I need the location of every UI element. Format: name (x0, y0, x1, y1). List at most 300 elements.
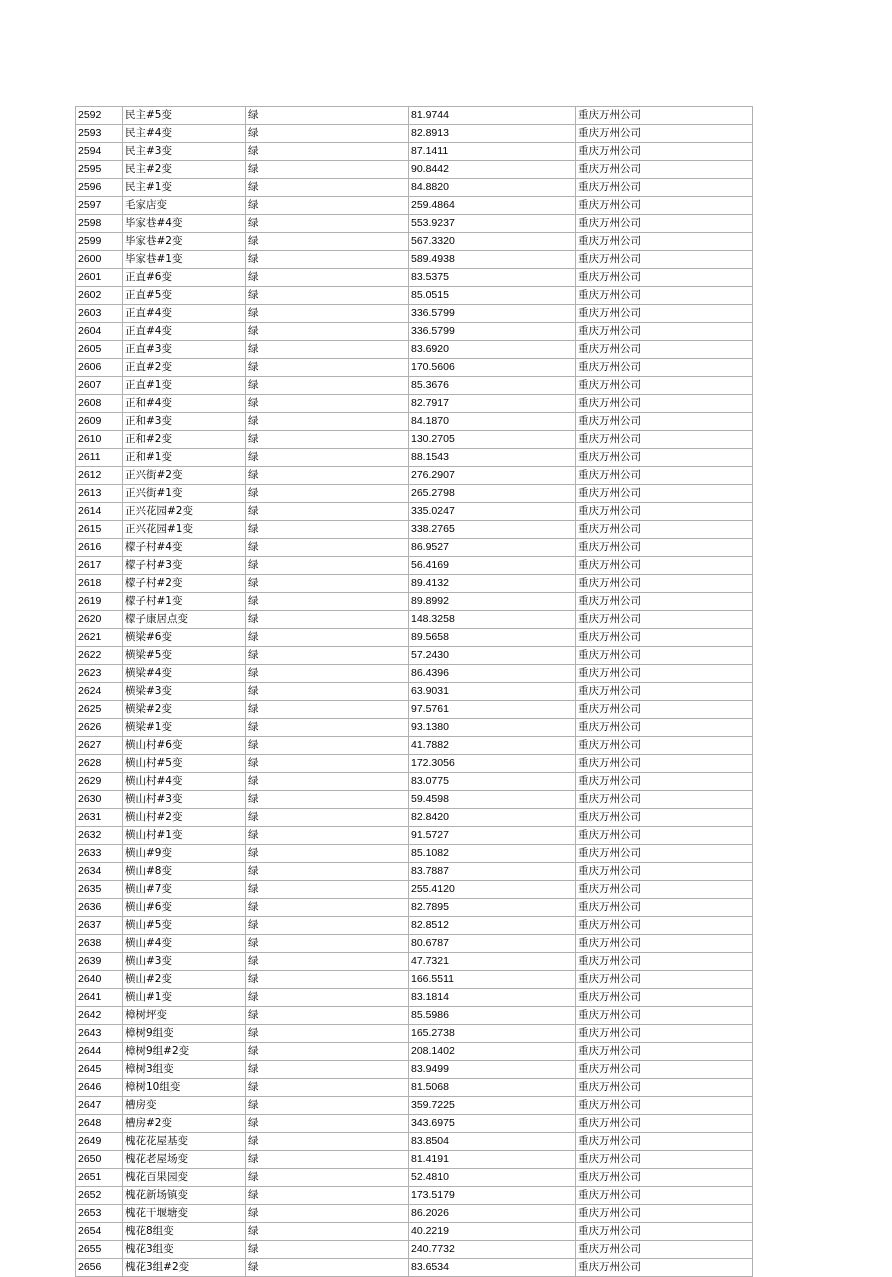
cell-id: 2652 (76, 1187, 123, 1205)
cell-value: 84.8820 (409, 179, 576, 197)
cell-name: 正直#6变 (123, 269, 246, 287)
cell-company: 重庆万州公司 (576, 971, 753, 989)
cell-color: 绿 (246, 647, 409, 665)
cell-value: 165.2738 (409, 1025, 576, 1043)
cell-value: 88.1543 (409, 449, 576, 467)
cell-color: 绿 (246, 755, 409, 773)
cell-value: 85.3676 (409, 377, 576, 395)
cell-company: 重庆万州公司 (576, 395, 753, 413)
cell-color: 绿 (246, 935, 409, 953)
cell-name: 正和#4变 (123, 395, 246, 413)
cell-name: 横梁#3变 (123, 683, 246, 701)
table-row (76, 773, 753, 791)
table-row (76, 737, 753, 755)
cell-value: 567.3320 (409, 233, 576, 251)
table-row (76, 701, 753, 719)
table-row (76, 719, 753, 737)
cell-value: 359.7225 (409, 1097, 576, 1115)
cell-name: 民主#1变 (123, 179, 246, 197)
cell-company: 重庆万州公司 (576, 305, 753, 323)
cell-color: 绿 (246, 773, 409, 791)
cell-color: 绿 (246, 269, 409, 287)
cell-name: 樟树3组变 (123, 1061, 246, 1079)
cell-id: 2593 (76, 125, 123, 143)
cell-company: 重庆万州公司 (576, 1151, 753, 1169)
cell-id: 2636 (76, 899, 123, 917)
cell-value: 47.7321 (409, 953, 576, 971)
cell-id: 2599 (76, 233, 123, 251)
table-row (76, 1133, 753, 1151)
cell-company: 重庆万州公司 (576, 1115, 753, 1133)
cell-color: 绿 (246, 395, 409, 413)
cell-value: 91.5727 (409, 827, 576, 845)
cell-name: 毕家巷#1变 (123, 251, 246, 269)
cell-name: 正兴街#1变 (123, 485, 246, 503)
cell-name: 民主#3变 (123, 143, 246, 161)
cell-name: 横山村#5变 (123, 755, 246, 773)
cell-value: 336.5799 (409, 305, 576, 323)
cell-name: 槽房变 (123, 1097, 246, 1115)
table-row (76, 1115, 753, 1133)
cell-name: 横山#5变 (123, 917, 246, 935)
cell-value: 97.5761 (409, 701, 576, 719)
cell-id: 2642 (76, 1007, 123, 1025)
cell-company: 重庆万州公司 (576, 791, 753, 809)
cell-color: 绿 (246, 665, 409, 683)
cell-company: 重庆万州公司 (576, 485, 753, 503)
table-row (76, 377, 753, 395)
cell-name: 槐花新场镇变 (123, 1187, 246, 1205)
cell-value: 82.8913 (409, 125, 576, 143)
cell-name: 正兴花园#1变 (123, 521, 246, 539)
cell-name: 槽房#2变 (123, 1115, 246, 1133)
cell-name: 檬子村#4变 (123, 539, 246, 557)
cell-company: 重庆万州公司 (576, 161, 753, 179)
table-row (76, 1151, 753, 1169)
cell-id: 2656 (76, 1259, 123, 1277)
cell-value: 85.0515 (409, 287, 576, 305)
cell-company: 重庆万州公司 (576, 539, 753, 557)
cell-name: 正直#4变 (123, 305, 246, 323)
cell-color: 绿 (246, 1205, 409, 1223)
cell-company: 重庆万州公司 (576, 719, 753, 737)
table-row (76, 935, 753, 953)
cell-id: 2632 (76, 827, 123, 845)
cell-id: 2637 (76, 917, 123, 935)
table-row (76, 269, 753, 287)
cell-color: 绿 (246, 1115, 409, 1133)
cell-id: 2595 (76, 161, 123, 179)
cell-name: 槐花花屋基变 (123, 1133, 246, 1151)
cell-color: 绿 (246, 305, 409, 323)
cell-color: 绿 (246, 791, 409, 809)
cell-company: 重庆万州公司 (576, 1061, 753, 1079)
cell-value: 89.5658 (409, 629, 576, 647)
cell-color: 绿 (246, 179, 409, 197)
table-row (76, 539, 753, 557)
cell-value: 86.2026 (409, 1205, 576, 1223)
cell-company: 重庆万州公司 (576, 503, 753, 521)
table-row (76, 647, 753, 665)
cell-id: 2624 (76, 683, 123, 701)
cell-company: 重庆万州公司 (576, 287, 753, 305)
cell-value: 82.7917 (409, 395, 576, 413)
cell-id: 2616 (76, 539, 123, 557)
cell-value: 82.8512 (409, 917, 576, 935)
cell-name: 横山#9变 (123, 845, 246, 863)
table-row (76, 1097, 753, 1115)
cell-value: 148.3258 (409, 611, 576, 629)
cell-company: 重庆万州公司 (576, 935, 753, 953)
cell-id: 2643 (76, 1025, 123, 1043)
cell-id: 2602 (76, 287, 123, 305)
table-row (76, 503, 753, 521)
cell-id: 2647 (76, 1097, 123, 1115)
cell-name: 横梁#6变 (123, 629, 246, 647)
cell-name: 槐花百果园变 (123, 1169, 246, 1187)
cell-name: 横山#6变 (123, 899, 246, 917)
cell-company: 重庆万州公司 (576, 647, 753, 665)
cell-id: 2635 (76, 881, 123, 899)
cell-color: 绿 (246, 863, 409, 881)
table-row (76, 611, 753, 629)
cell-name: 横山村#2变 (123, 809, 246, 827)
cell-color: 绿 (246, 341, 409, 359)
cell-value: 173.5179 (409, 1187, 576, 1205)
cell-name: 正直#4变 (123, 323, 246, 341)
table-row (76, 917, 753, 935)
cell-value: 63.9031 (409, 683, 576, 701)
cell-color: 绿 (246, 1007, 409, 1025)
cell-id: 2634 (76, 863, 123, 881)
cell-name: 正直#1变 (123, 377, 246, 395)
cell-name: 檬子村#3变 (123, 557, 246, 575)
cell-name: 正和#1变 (123, 449, 246, 467)
cell-id: 2626 (76, 719, 123, 737)
cell-color: 绿 (246, 701, 409, 719)
cell-name: 樟树9组变 (123, 1025, 246, 1043)
cell-value: 90.8442 (409, 161, 576, 179)
cell-company: 重庆万州公司 (576, 809, 753, 827)
cell-name: 横梁#2变 (123, 701, 246, 719)
cell-color: 绿 (246, 539, 409, 557)
table-row (76, 287, 753, 305)
table-row (76, 1061, 753, 1079)
cell-value: 81.9744 (409, 107, 576, 125)
cell-id: 2621 (76, 629, 123, 647)
cell-value: 172.3056 (409, 755, 576, 773)
cell-name: 横梁#1变 (123, 719, 246, 737)
cell-color: 绿 (246, 899, 409, 917)
cell-company: 重庆万州公司 (576, 1133, 753, 1151)
cell-name: 横山村#4变 (123, 773, 246, 791)
cell-name: 横山#3变 (123, 953, 246, 971)
cell-value: 41.7882 (409, 737, 576, 755)
cell-color: 绿 (246, 1223, 409, 1241)
cell-name: 正和#2变 (123, 431, 246, 449)
cell-id: 2638 (76, 935, 123, 953)
cell-color: 绿 (246, 107, 409, 125)
cell-id: 2610 (76, 431, 123, 449)
cell-color: 绿 (246, 881, 409, 899)
cell-company: 重庆万州公司 (576, 1259, 753, 1277)
cell-company: 重庆万州公司 (576, 1241, 753, 1259)
cell-value: 343.6975 (409, 1115, 576, 1133)
cell-id: 2623 (76, 665, 123, 683)
cell-value: 259.4864 (409, 197, 576, 215)
cell-company: 重庆万州公司 (576, 359, 753, 377)
table-row (76, 863, 753, 881)
cell-company: 重庆万州公司 (576, 1043, 753, 1061)
cell-value: 338.2765 (409, 521, 576, 539)
cell-value: 83.9499 (409, 1061, 576, 1079)
cell-color: 绿 (246, 575, 409, 593)
cell-name: 横山#8变 (123, 863, 246, 881)
table-body (76, 107, 753, 1277)
cell-color: 绿 (246, 809, 409, 827)
cell-company: 重庆万州公司 (576, 233, 753, 251)
cell-company: 重庆万州公司 (576, 143, 753, 161)
cell-color: 绿 (246, 827, 409, 845)
cell-company: 重庆万州公司 (576, 917, 753, 935)
cell-company: 重庆万州公司 (576, 215, 753, 233)
cell-color: 绿 (246, 1025, 409, 1043)
table-row (76, 791, 753, 809)
cell-name: 横山#4变 (123, 935, 246, 953)
table-row (76, 1043, 753, 1061)
table-row (76, 755, 753, 773)
cell-name: 横山#2变 (123, 971, 246, 989)
cell-id: 2630 (76, 791, 123, 809)
cell-company: 重庆万州公司 (576, 1097, 753, 1115)
cell-value: 265.2798 (409, 485, 576, 503)
cell-name: 横梁#4变 (123, 665, 246, 683)
cell-value: 85.1082 (409, 845, 576, 863)
cell-value: 81.5068 (409, 1079, 576, 1097)
cell-company: 重庆万州公司 (576, 845, 753, 863)
cell-id: 2639 (76, 953, 123, 971)
cell-id: 2614 (76, 503, 123, 521)
cell-color: 绿 (246, 197, 409, 215)
cell-id: 2620 (76, 611, 123, 629)
cell-name: 横山村#3变 (123, 791, 246, 809)
cell-id: 2618 (76, 575, 123, 593)
cell-id: 2611 (76, 449, 123, 467)
cell-value: 240.7732 (409, 1241, 576, 1259)
table-row (76, 827, 753, 845)
cell-value: 87.1411 (409, 143, 576, 161)
cell-value: 83.1814 (409, 989, 576, 1007)
cell-name: 横山#7变 (123, 881, 246, 899)
table-row (76, 215, 753, 233)
cell-value: 52.4810 (409, 1169, 576, 1187)
cell-color: 绿 (246, 971, 409, 989)
substation-data-table (75, 106, 753, 1277)
cell-color: 绿 (246, 1061, 409, 1079)
table-row (76, 1223, 753, 1241)
table-row (76, 1079, 753, 1097)
cell-color: 绿 (246, 557, 409, 575)
cell-color: 绿 (246, 485, 409, 503)
cell-color: 绿 (246, 1259, 409, 1277)
cell-company: 重庆万州公司 (576, 125, 753, 143)
cell-value: 84.1870 (409, 413, 576, 431)
table-row (76, 683, 753, 701)
cell-id: 2598 (76, 215, 123, 233)
cell-color: 绿 (246, 233, 409, 251)
cell-color: 绿 (246, 323, 409, 341)
cell-id: 2654 (76, 1223, 123, 1241)
table-row (76, 1187, 753, 1205)
cell-company: 重庆万州公司 (576, 701, 753, 719)
cell-id: 2597 (76, 197, 123, 215)
cell-id: 2653 (76, 1205, 123, 1223)
cell-company: 重庆万州公司 (576, 629, 753, 647)
table-row (76, 323, 753, 341)
cell-company: 重庆万州公司 (576, 449, 753, 467)
cell-name: 正直#3变 (123, 341, 246, 359)
cell-id: 2645 (76, 1061, 123, 1079)
table-row (76, 233, 753, 251)
cell-id: 2650 (76, 1151, 123, 1169)
cell-value: 130.2705 (409, 431, 576, 449)
cell-name: 槐花干堰塘变 (123, 1205, 246, 1223)
cell-value: 336.5799 (409, 323, 576, 341)
table-row (76, 305, 753, 323)
cell-name: 正和#3变 (123, 413, 246, 431)
table-row (76, 953, 753, 971)
cell-id: 2627 (76, 737, 123, 755)
cell-company: 重庆万州公司 (576, 1007, 753, 1025)
table-row (76, 665, 753, 683)
cell-color: 绿 (246, 1097, 409, 1115)
cell-company: 重庆万州公司 (576, 1169, 753, 1187)
cell-name: 槐花3组#2变 (123, 1259, 246, 1277)
cell-company: 重庆万州公司 (576, 593, 753, 611)
table-row (76, 197, 753, 215)
cell-color: 绿 (246, 1043, 409, 1061)
cell-value: 89.8992 (409, 593, 576, 611)
cell-color: 绿 (246, 989, 409, 1007)
cell-value: 83.8504 (409, 1133, 576, 1151)
table-row (76, 557, 753, 575)
table-row (76, 629, 753, 647)
cell-company: 重庆万州公司 (576, 863, 753, 881)
cell-value: 170.5606 (409, 359, 576, 377)
cell-color: 绿 (246, 1079, 409, 1097)
cell-color: 绿 (246, 467, 409, 485)
cell-company: 重庆万州公司 (576, 1079, 753, 1097)
cell-color: 绿 (246, 251, 409, 269)
cell-name: 横山村#6变 (123, 737, 246, 755)
cell-company: 重庆万州公司 (576, 1187, 753, 1205)
cell-id: 2622 (76, 647, 123, 665)
cell-value: 589.4938 (409, 251, 576, 269)
table-row (76, 161, 753, 179)
cell-value: 93.1380 (409, 719, 576, 737)
cell-value: 255.4120 (409, 881, 576, 899)
cell-id: 2651 (76, 1169, 123, 1187)
cell-company: 重庆万州公司 (576, 521, 753, 539)
cell-id: 2601 (76, 269, 123, 287)
cell-company: 重庆万州公司 (576, 1025, 753, 1043)
cell-value: 553.9237 (409, 215, 576, 233)
table-row (76, 989, 753, 1007)
cell-id: 2641 (76, 989, 123, 1007)
cell-id: 2619 (76, 593, 123, 611)
cell-value: 82.8420 (409, 809, 576, 827)
cell-color: 绿 (246, 287, 409, 305)
cell-company: 重庆万州公司 (576, 377, 753, 395)
cell-name: 槐花8组变 (123, 1223, 246, 1241)
cell-color: 绿 (246, 1151, 409, 1169)
table-row (76, 431, 753, 449)
cell-name: 横山#1变 (123, 989, 246, 1007)
cell-name: 正直#5变 (123, 287, 246, 305)
cell-color: 绿 (246, 215, 409, 233)
cell-id: 2606 (76, 359, 123, 377)
cell-company: 重庆万州公司 (576, 107, 753, 125)
cell-color: 绿 (246, 1241, 409, 1259)
cell-id: 2615 (76, 521, 123, 539)
cell-id: 2628 (76, 755, 123, 773)
cell-color: 绿 (246, 593, 409, 611)
cell-value: 83.7887 (409, 863, 576, 881)
cell-company: 重庆万州公司 (576, 827, 753, 845)
cell-value: 83.5375 (409, 269, 576, 287)
cell-color: 绿 (246, 953, 409, 971)
cell-company: 重庆万州公司 (576, 575, 753, 593)
cell-name: 正兴花园#2变 (123, 503, 246, 521)
cell-id: 2604 (76, 323, 123, 341)
cell-id: 2609 (76, 413, 123, 431)
cell-name: 檬子村#2变 (123, 575, 246, 593)
cell-id: 2617 (76, 557, 123, 575)
table-row (76, 485, 753, 503)
cell-company: 重庆万州公司 (576, 197, 753, 215)
cell-id: 2596 (76, 179, 123, 197)
cell-id: 2648 (76, 1115, 123, 1133)
cell-company: 重庆万州公司 (576, 467, 753, 485)
cell-id: 2655 (76, 1241, 123, 1259)
cell-name: 檬子村#1变 (123, 593, 246, 611)
cell-company: 重庆万州公司 (576, 737, 753, 755)
table-container (75, 106, 727, 1277)
table-row (76, 179, 753, 197)
cell-id: 2594 (76, 143, 123, 161)
cell-company: 重庆万州公司 (576, 557, 753, 575)
cell-name: 民主#2变 (123, 161, 246, 179)
cell-company: 重庆万州公司 (576, 683, 753, 701)
cell-name: 毕家巷#4变 (123, 215, 246, 233)
cell-value: 83.6534 (409, 1259, 576, 1277)
cell-id: 2646 (76, 1079, 123, 1097)
cell-name: 正兴街#2变 (123, 467, 246, 485)
cell-color: 绿 (246, 1169, 409, 1187)
table-row (76, 449, 753, 467)
cell-color: 绿 (246, 737, 409, 755)
table-row (76, 107, 753, 125)
cell-company: 重庆万州公司 (576, 413, 753, 431)
cell-company: 重庆万州公司 (576, 881, 753, 899)
cell-color: 绿 (246, 683, 409, 701)
cell-company: 重庆万州公司 (576, 755, 753, 773)
cell-value: 335.0247 (409, 503, 576, 521)
cell-name: 民主#5变 (123, 107, 246, 125)
cell-color: 绿 (246, 359, 409, 377)
cell-color: 绿 (246, 503, 409, 521)
cell-id: 2633 (76, 845, 123, 863)
